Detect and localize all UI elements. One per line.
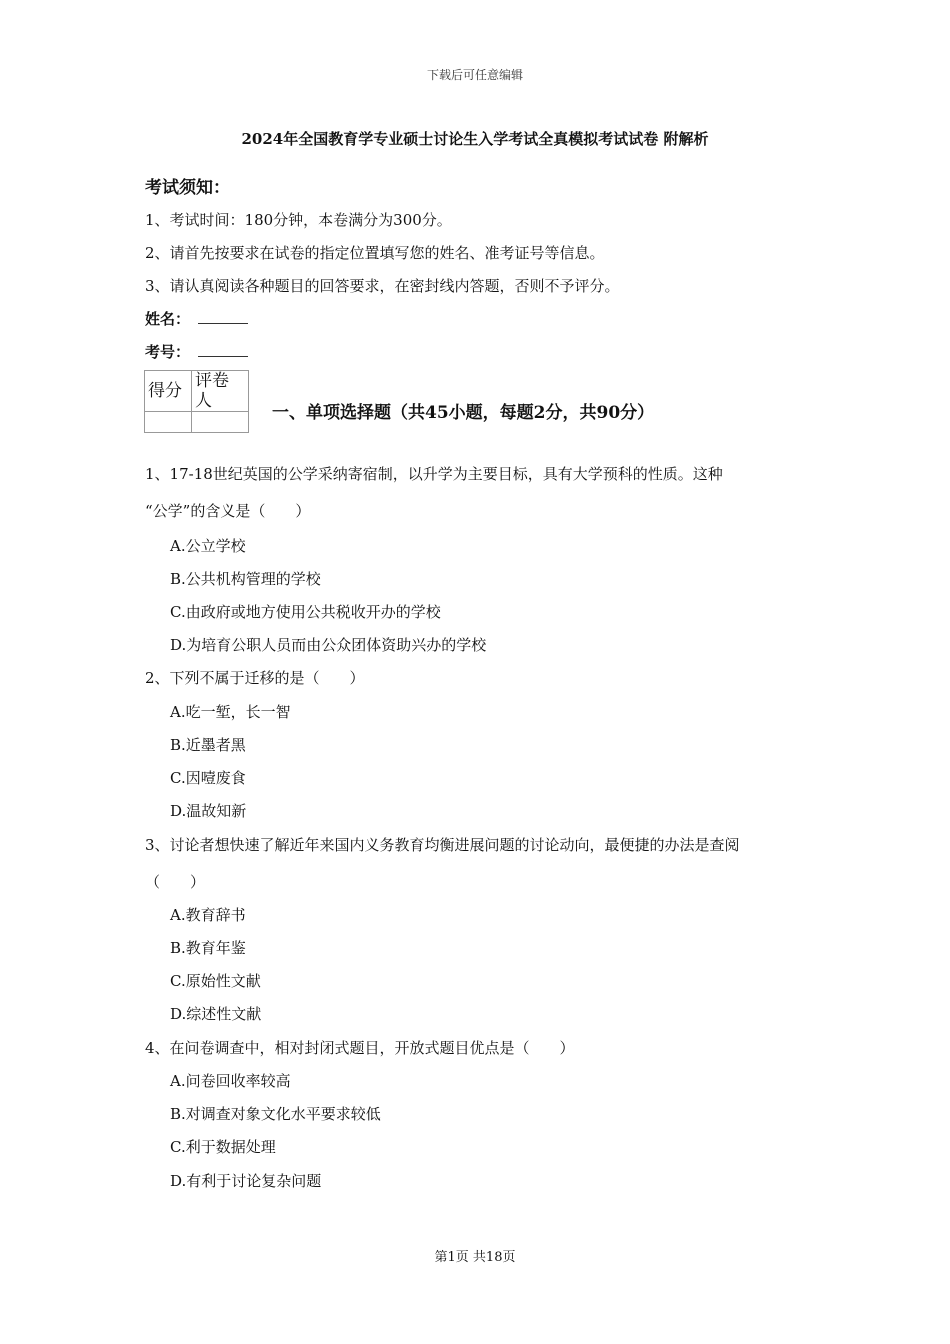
option: D.有利于讨论复杂问题 xyxy=(170,1172,322,1190)
option: A.问卷回收率较高 xyxy=(170,1072,291,1090)
question-stem: “公学”的含义是（ ） xyxy=(145,502,311,520)
score-header: 得分 xyxy=(145,371,192,412)
page-header: 下载后可任意编辑 xyxy=(426,68,523,82)
option: C.因噎废食 xyxy=(170,769,246,787)
option: C.由政府或地方使用公共税收开办的学校 xyxy=(170,603,441,621)
page-footer: 第1页 共18页 xyxy=(434,1250,516,1265)
option: B.公共机构管理的学校 xyxy=(170,570,321,588)
question-stem: （ ） xyxy=(145,873,206,891)
question-stem: 4、在问卷调查中，相对封闭式题目，开放式题目优点是（ ） xyxy=(145,1039,575,1057)
question-stem: 2、下列不属于迁移的是（ ） xyxy=(145,669,365,687)
option: D.综述性文献 xyxy=(170,1005,262,1023)
option: A.吃一堑，长一智 xyxy=(170,703,291,721)
number-field[interactable] xyxy=(145,341,248,362)
notice-item: 1、考试时间：180分钟，本卷满分为300分。 xyxy=(145,211,452,229)
option: B.对调查对象文化水平要求较低 xyxy=(170,1105,381,1123)
number-blank[interactable] xyxy=(198,342,248,357)
section-title: 一、单项选择题（共45小题，每题2分，共90分） xyxy=(272,403,655,423)
question-stem: 3、讨论者想快速了解近年来国内义务教育均衡进展问题的讨论动向，最便捷的办法是查阅 xyxy=(145,836,740,854)
name-blank[interactable] xyxy=(198,309,248,324)
grader-cell[interactable] xyxy=(192,412,249,433)
number-label: 考号： xyxy=(145,343,191,361)
name-field[interactable] xyxy=(145,308,248,329)
exam-title: 2024年全国教育学专业硕士讨论生入学考试全真模拟考试试卷 附解析 xyxy=(241,130,709,148)
score-table xyxy=(144,370,249,433)
option: D.为培育公职人员而由公众团体资助兴办的学校 xyxy=(170,636,487,654)
option: C.原始性文献 xyxy=(170,972,261,990)
option: A.公立学校 xyxy=(170,537,246,555)
name-label: 姓名： xyxy=(145,310,191,328)
question-stem: 1、17-18世纪英国的公学采纳寄宿制，以升学为主要目标，具有大学预科的性质。这种 xyxy=(145,465,723,483)
option: A.教育辞书 xyxy=(170,906,246,924)
grader-header: 评卷人 xyxy=(192,371,249,412)
notice-heading: 考试须知： xyxy=(145,178,230,198)
notice-item: 3、请认真阅读各种题目的回答要求，在密封线内答题，否则不予评分。 xyxy=(145,277,620,295)
option: D.温故知新 xyxy=(170,802,247,820)
option: C.利于数据处理 xyxy=(170,1138,276,1156)
option: B.教育年鉴 xyxy=(170,939,246,957)
notice-item: 2、请首先按要求在试卷的指定位置填写您的姓名、准考证号等信息。 xyxy=(145,244,605,262)
score-cell[interactable] xyxy=(145,412,192,433)
option: B.近墨者黑 xyxy=(170,736,246,754)
